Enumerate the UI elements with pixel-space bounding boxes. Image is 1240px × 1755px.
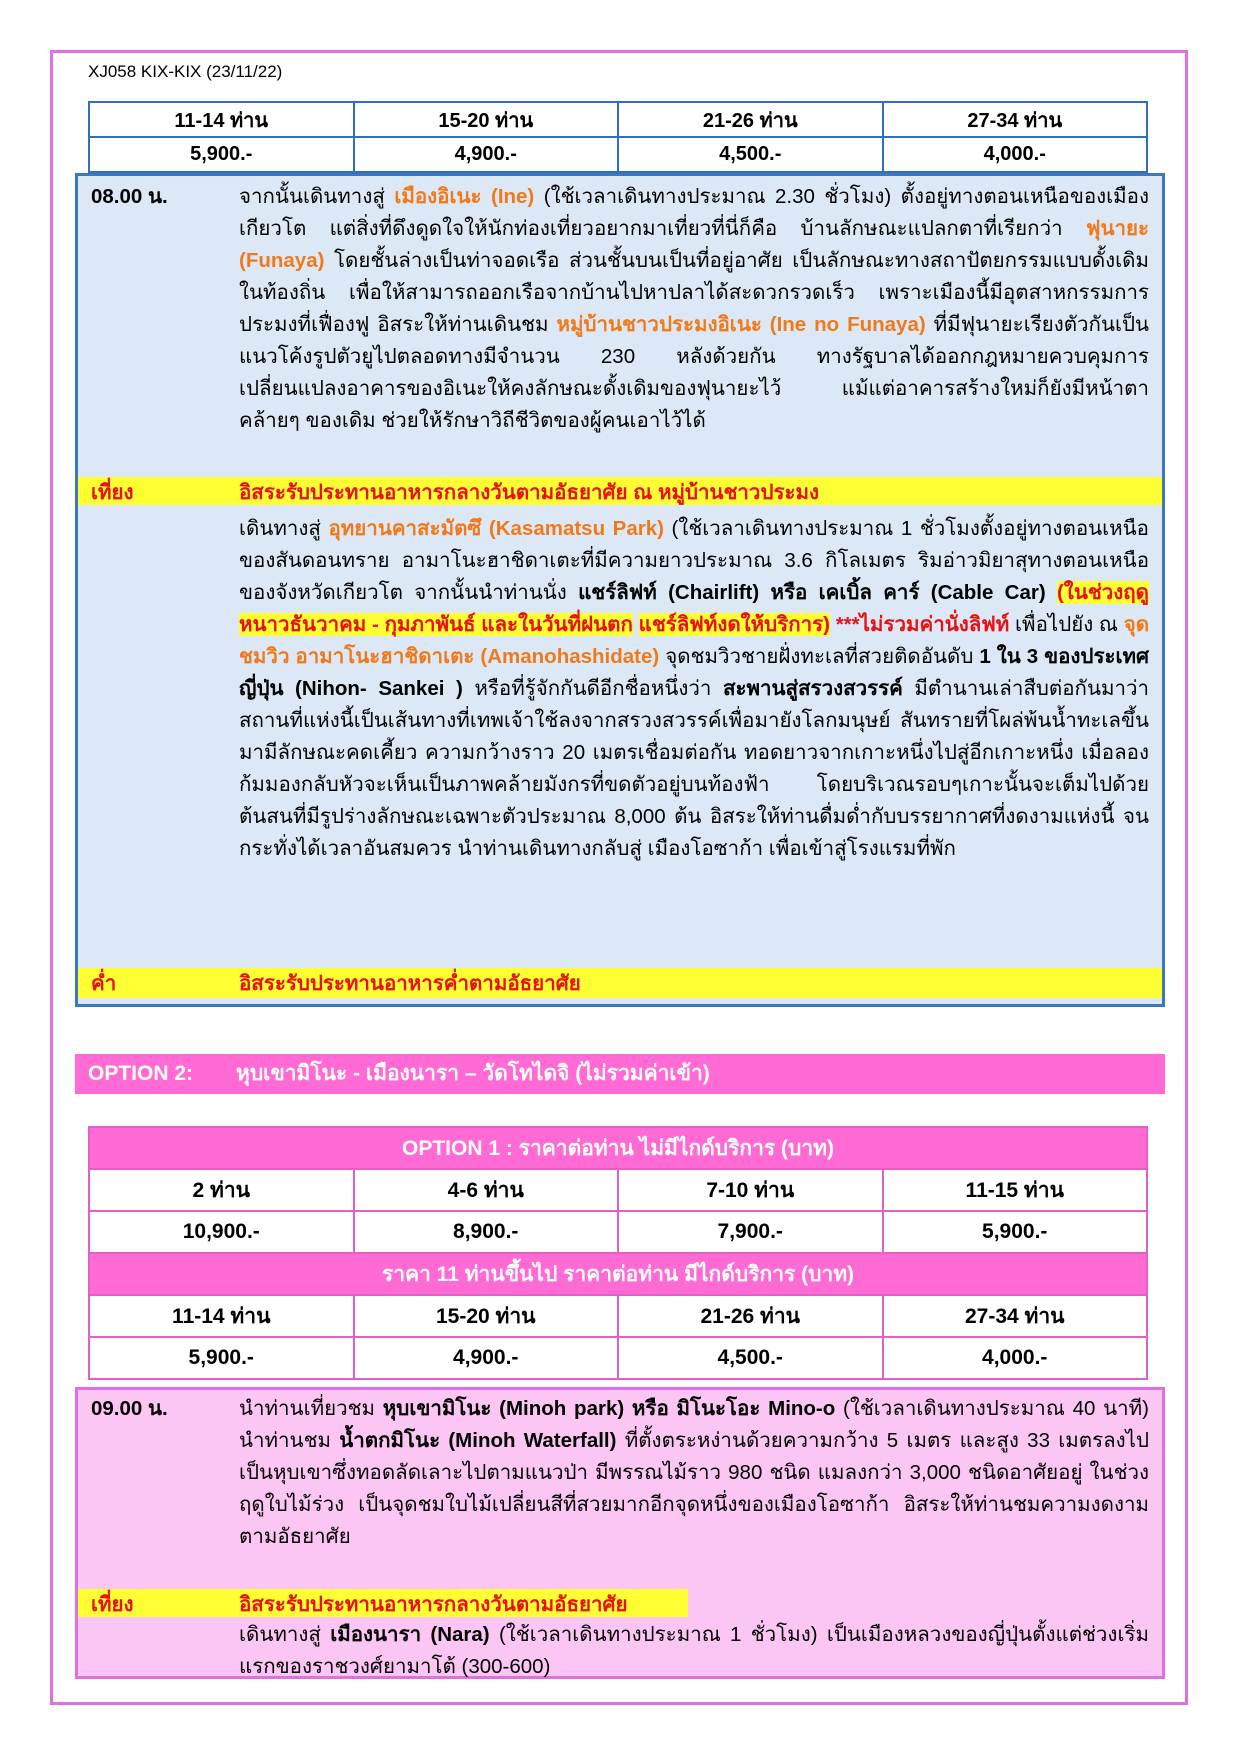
group-cell: 21-26 ท่าน <box>618 102 883 137</box>
lunch-row <box>78 477 1162 505</box>
price-cell: 4,000.- <box>883 137 1148 172</box>
dinner-label: ค่ำ <box>91 972 117 995</box>
itinerary-day-block <box>75 173 1165 1007</box>
group-cell: 11-14 ท่าน <box>89 102 354 137</box>
option2-label: OPTION 2: <box>88 1062 194 1085</box>
price-cell: 10,900.- <box>89 1211 354 1253</box>
price-table-option <box>88 1126 1148 1380</box>
price-cell: 4,900.- <box>354 1337 619 1379</box>
group-cell: 2 ท่าน <box>89 1169 354 1211</box>
lunch-row-2 <box>78 1589 688 1617</box>
minoh-section <box>91 1393 1149 1585</box>
itinerary-day2-block <box>75 1387 1165 1679</box>
ine-paragraph: จากนั้นเดินทางสู่ เมืองอิเนะ (Ine) (ใช้เวลาเดินทางประมาณ 2.30 ชั่วโมง) ตั้งอยู่ทางตอนเหนือของเมืองเกียวโต แต่สิ่งที่ดึงดูดใจให้นักท่องเที่ยวอยากมาเที่ยวที่นี่ก็คือ บ้านลักษณะแปลกตาที่เรียกว่า ฟุนายะ (Funaya) โดยชั้นล่างเป็นท่าจอดเรือ ส่วนชั้นบนเป็นที่อยู่อาศัย เป็นลักษณะทางสถาปัตยกรรมแบบดั้งเดิมในท้องถิ่น เพื่อให้สามารถออกเรือจากบ้านไปหาปลาได้สะดวกรวดเร็ว เพราะเมืองนี้มีอุตสาหกรรมการประมงที่เฟื่องฟู อิสระให้ท่านเดินชม หมู่บ้านชาวประมงอิเนะ (Ine no Funaya) ที่มีฟุนายะเรียงตัวกันเป็นแนวโค้งรูปตัวยูไปตลอดทางมีจำนวน 230 หลังด้วยกัน ทางรัฐบาลได้ออกกฎหมายควบคุมการเปลี่ยนแปลงอาคารของอิเนะให้คงลักษณะดั้งเดิมของฟุนายะไว้ แม้แต่อาคารสร้างใหม่ก็ยังมีหน้าตาคล้ายๆ ของเดิม ช่วยให้รักษาวิถีชีวิตของผู้คนเอาไว้ได้ <box>239 185 1150 432</box>
price-cell: 4,500.- <box>618 137 883 172</box>
group-cell: 27-34 ท่าน <box>883 102 1148 137</box>
price-cell: 7,900.- <box>618 1211 883 1253</box>
group-cell: 11-14 ท่าน <box>89 1295 354 1337</box>
lunch-text: อิสระรับประทานอาหารกลางวันตามอัธยาศัย ณ หมู่บ้านชาวประมง <box>239 481 819 504</box>
time-label: 09.00 น. <box>91 1397 168 1420</box>
group-cell: 4-6 ท่าน <box>354 1169 619 1211</box>
price-cell: 5,900.- <box>883 1211 1148 1253</box>
lunch-label: เที่ยง <box>91 481 134 504</box>
group-cell: 7-10 ท่าน <box>618 1169 883 1211</box>
option2-banner <box>75 1054 1165 1094</box>
price-cell: 5,900.- <box>89 1337 354 1379</box>
guided-price-header: ราคา 11 ท่านขึ้นไป ราคาต่อท่าน มีไกด์บริการ (บาท) <box>89 1253 1147 1295</box>
nara-section <box>91 1619 1149 1679</box>
price-cell: 4,900.- <box>354 137 619 172</box>
minoh-paragraph: นำท่านเที่ยวชม หุบเขามิโนะ (Minoh park) หรือ มิโนะโอะ Mino-o (ใช้เวลาเดินทางประมาณ 40 นาที) นำท่านชม น้ำตกมิโนะ (Minoh Waterfall) ที่ตั้งตระหง่านด้วยความกว้าง 5 เมตร และสูง 33 เมตรลงไปเป็นหุบเขาซึ่งทอดลัดเลาะไปตามแนวป่า มีพรรณไม้ราว 980 ชนิด แมลงกว่า 3,000 ชนิดอาศัยอยู่ ในช่วงฤดูใบไม้ร่วง เป็นจุดชมใบไม้เปลี่ยนสีที่สวยมากอีกจุดหนึ่งของเมืองโอซาก้า อิสระให้ท่านชมความงดงามตามอัธยาศัย <box>239 1397 1150 1548</box>
price-table-top <box>88 101 1148 173</box>
dinner-row <box>78 968 1162 998</box>
dinner-text: อิสระรับประทานอาหารค่ำตามอัธยาศัย <box>239 972 581 995</box>
tour-code: XJ058 KIX-KIX (23/11/22) <box>88 62 283 81</box>
option2-title: หุบเขามิโนะ - เมืองนารา – วัดโทไดจิ (ไม่รวมค่าเข้า) <box>236 1062 710 1085</box>
lunch-label: เที่ยง <box>91 1593 134 1616</box>
kasamatsu-paragraph: เดินทางสู่ อุทยานคาสะมัตซึ (Kasamatsu Park) (ใช้เวลาเดินทางประมาณ 1 ชั่วโมงตั้งอยู่ทางตอนเหนือของสันดอนทราย อามาโนะฮาชิดาเตะที่มีความยาวประมาณ 3.6 กิโลเมตร ริมอ่าวมิยาสุทางตอนเหนือของจังหวัดเกียวโต จากนั้นนำท่านนั่ง แชร์ลิฟท์ (Chairlift) หรือ เคเบิ้ล คาร์ (Cable Car) (ในช่วงฤดูหนาวธันวาคม - กุมภาพันธ์ และในวันที่ฝนตก แชร์ลิฟท์งดให้บริการ) ***ไม่รวมค่านั่งลิฟท์ เพื่อไปยัง ณ จุดชมวิว อามาโนะฮาชิดาเตะ (Amanohashidate) จุดชมวิวชายฝั่งทะเลที่สวยติดอันดับ 1 ใน 3 ของประเทศญี่ปุ่น (Nihon- Sankei ) หรือที่รู้จักกันดีอีกชื่อหนึ่งว่า สะพานสู่สรวงสวรรค์ มีตำนานเล่าสืบต่อกันมาว่าสถานที่แห่งนี้เป็นเส้นทางที่เทพเจ้าใช้ลงจากสรวงสวรรค์เพื่อมายังโลกมนุษย์ สันทรายที่โผล่พ้นน้ำทะเลขึ้นมามีลักษณะคดเคี้ยว ความกว้างราว 20 เมตรเชื่อมต่อกัน ทอดยาวจากเกาะหนึ่งไปสู่อีกเกาะหนึ่ง เมื่อลองก้มมองกลับหัวจะเห็นเป็นภาพคล้ายมังกรที่ขดตัวอยู่บนท้องฟ้า โดยบริเวณรอบๆเกาะนั้นจะเต็มไปด้วยต้นสนที่มีรูปร่างลักษณะเฉพาะตัวประมาณ 8,000 ต้น อิสระให้ท่านดื่มด่ำกับบรรยากาศที่งดงามแห่งนี้ จนกระทั่งได้เวลาอันสมควร นำท่านเดินทางกลับสู่ เมืองโอซาก้า เพื่อเข้าสู่โรงแรมที่พัก <box>239 517 1150 860</box>
group-cell: 11-15 ท่าน <box>883 1169 1148 1211</box>
time-label: 08.00 น. <box>91 185 168 208</box>
group-cell: 21-26 ท่าน <box>618 1295 883 1337</box>
group-cell: 15-20 ท่าน <box>354 102 619 137</box>
lunch-text: อิสระรับประทานอาหารกลางวันตามอัธยาศัย <box>239 1593 628 1616</box>
group-cell: 27-34 ท่าน <box>883 1295 1148 1337</box>
kasamatsu-section <box>91 513 1149 963</box>
price-cell: 5,900.- <box>89 137 354 172</box>
price-cell: 4,500.- <box>618 1337 883 1379</box>
price-cell: 4,000.- <box>883 1337 1148 1379</box>
ine-section <box>91 181 1149 471</box>
nara-paragraph: เดินทางสู่ เมืองนารา (Nara) (ใช้เวลาเดินทางประมาณ 1 ชั่วโมง) เป็นเมืองหลวงของญี่ปุ่นตั้งแต่ช่วงเริ่มแรกของราชวงศ์ยามาโต้ (300-600) <box>239 1623 1149 1678</box>
price-cell: 8,900.- <box>354 1211 619 1253</box>
group-cell: 15-20 ท่าน <box>354 1295 619 1337</box>
option1-header: OPTION 1 : ราคาต่อท่าน ไม่มีไกด์บริการ (บาท) <box>89 1127 1147 1169</box>
